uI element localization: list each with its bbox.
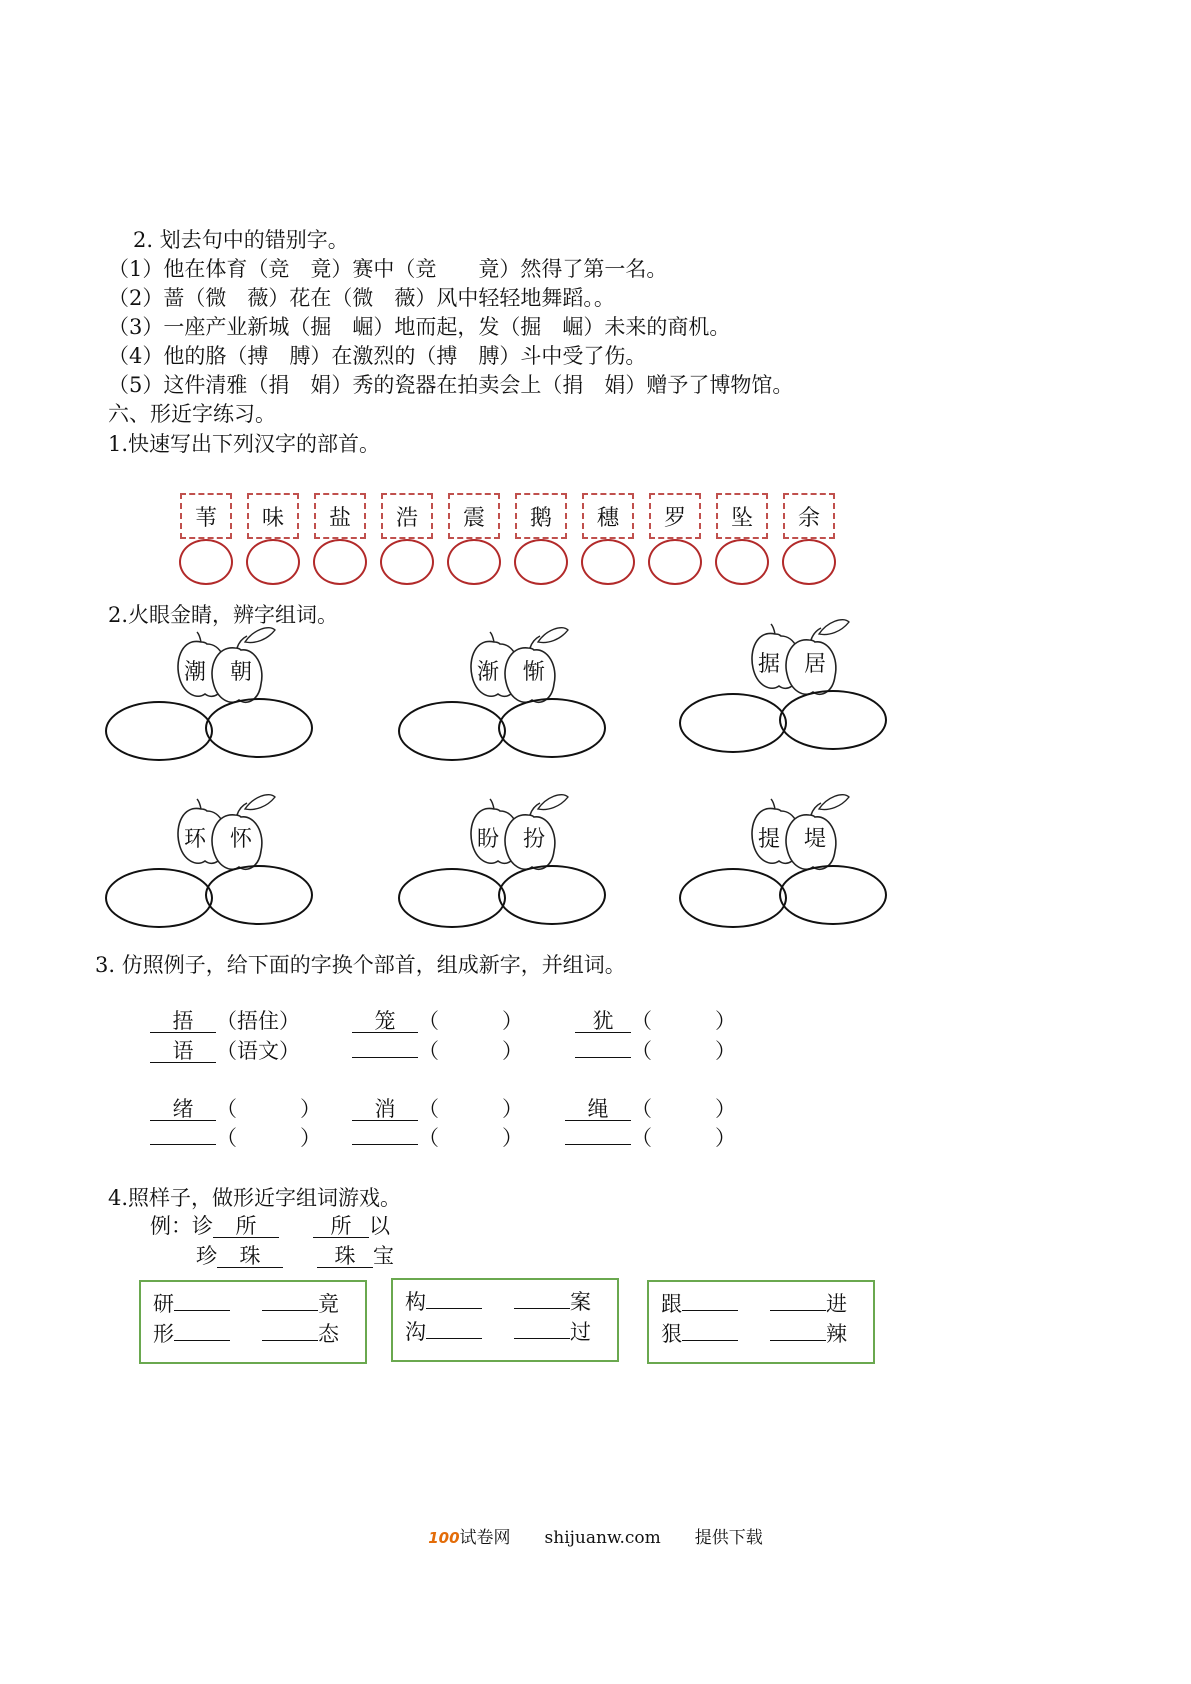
apple-char-b: 居	[803, 652, 826, 677]
q1-title: 1.快速写出下列汉字的部首。	[108, 432, 381, 456]
section-2-title: 2. 划去句中的错别字。	[133, 228, 349, 252]
word-answer-oval[interactable]	[205, 865, 313, 925]
q3-paren: （ ）	[418, 1039, 523, 1063]
q3-cell-5-bottom	[565, 1125, 736, 1151]
radical-char-box: 盐	[314, 493, 366, 539]
q3-cell-2-top	[575, 1008, 736, 1034]
q3-title: 3. 仿照例子，给下面的字换个部首，组成新字，并组词。	[95, 953, 626, 977]
q3-word-1: 笼	[352, 1010, 418, 1033]
q4-example-char: 珍	[196, 1244, 217, 1268]
q3-cell-1-bottom	[352, 1038, 523, 1064]
q3-word-3: 绪	[150, 1098, 216, 1121]
q4-blank[interactable]	[262, 1340, 318, 1341]
q3-blank[interactable]	[565, 1144, 631, 1145]
q4-blank[interactable]	[770, 1340, 826, 1341]
q4-example-suffix: 以	[369, 1214, 390, 1238]
q4-left-char: 研	[153, 1292, 174, 1316]
q3-cell-2-bottom	[575, 1038, 736, 1064]
apple-char-a: 提	[757, 827, 780, 852]
radical-answer-circle[interactable]	[581, 539, 635, 585]
radical-char-box: 坠	[716, 493, 768, 539]
radical-answer-circle[interactable]	[715, 539, 769, 585]
footer-suffix: 提供下载	[694, 1528, 763, 1548]
q3-example-word-1: 捂	[150, 1010, 216, 1033]
sentence-2: （2）蔷（微 薇）花在（微 薇）风中轻轻地舞蹈。。	[108, 286, 615, 310]
q4-example-row-2	[150, 1242, 394, 1270]
word-answer-oval[interactable]	[105, 701, 213, 761]
radical-char-box: 苇	[180, 493, 232, 539]
q3-example-row-1	[150, 1008, 300, 1034]
q4-row	[661, 1290, 847, 1318]
q4-example-suffix: 宝	[373, 1244, 394, 1268]
q3-paren: （ ）	[216, 1097, 321, 1121]
q4-example-char: 诊	[192, 1214, 213, 1238]
apple-char-a: 渐	[476, 660, 499, 685]
q4-example-fill: 所	[313, 1215, 369, 1238]
q3-cell-4-bottom	[352, 1125, 523, 1151]
q4-blank[interactable]	[174, 1310, 230, 1311]
radical-answer-circle[interactable]	[514, 539, 568, 585]
q4-left-char: 狠	[661, 1322, 682, 1346]
q4-left-char: 构	[405, 1290, 426, 1314]
apple-char-a: 据	[757, 652, 780, 677]
footer-domain[interactable]: shijuanw.com	[544, 1528, 661, 1548]
word-answer-oval[interactable]	[779, 865, 887, 925]
apple-char-b: 堤	[803, 827, 826, 852]
radical-answer-circle[interactable]	[313, 539, 367, 585]
q3-cell-3-bottom	[150, 1125, 321, 1151]
q3-blank[interactable]	[352, 1057, 418, 1058]
word-answer-oval[interactable]	[398, 701, 506, 761]
q3-paren: （ ）	[631, 1039, 736, 1063]
apple-char-a: 潮	[183, 660, 206, 685]
q3-paren: （ ）	[631, 1009, 736, 1033]
q4-right-char: 过	[570, 1320, 591, 1344]
q3-blank[interactable]	[150, 1144, 216, 1145]
q4-blank[interactable]	[262, 1310, 318, 1311]
q4-row	[661, 1320, 847, 1348]
q3-example-phrase-1: （捂住）	[216, 1009, 300, 1033]
q3-word-2: 犹	[575, 1010, 631, 1033]
radical-char-box: 余	[783, 493, 835, 539]
radical-answer-circle[interactable]	[648, 539, 702, 585]
radical-char-box: 穗	[582, 493, 634, 539]
footer	[0, 1523, 1191, 1548]
q4-blank[interactable]	[770, 1310, 826, 1311]
q3-word-4: 消	[352, 1098, 418, 1121]
q3-paren: （ ）	[631, 1097, 736, 1121]
sentence-5: （5）这件清雅（捐 娟）秀的瓷器在拍卖会上（捐 娟）赠予了博物馆。	[108, 373, 794, 397]
q3-blank[interactable]	[352, 1144, 418, 1145]
q4-example-label: 例：	[150, 1214, 192, 1238]
q4-right-char: 竟	[318, 1292, 339, 1316]
word-answer-oval[interactable]	[679, 693, 787, 753]
section-6-title: 六、形近字练习。	[108, 402, 276, 426]
q3-cell-3-top	[150, 1096, 321, 1122]
q3-paren: （ ）	[418, 1009, 523, 1033]
q4-row	[153, 1290, 339, 1318]
radical-answer-circle[interactable]	[179, 539, 233, 585]
q4-blank[interactable]	[514, 1338, 570, 1339]
q3-cell-1-top	[352, 1008, 523, 1034]
radical-char-box: 浩	[381, 493, 433, 539]
q3-blank[interactable]	[575, 1057, 631, 1058]
radical-char-box: 鹅	[515, 493, 567, 539]
q4-example-fill: 所	[213, 1215, 279, 1238]
q4-blank[interactable]	[682, 1310, 738, 1311]
word-answer-oval[interactable]	[679, 868, 787, 928]
apple-char-b: 朝	[229, 660, 252, 685]
footer-site-name: 试卷网	[459, 1528, 511, 1548]
q4-blank[interactable]	[426, 1308, 482, 1309]
apple-char-b: 扮	[522, 827, 545, 852]
q3-example-phrase-2: （语文）	[216, 1039, 300, 1063]
radical-char-box: 罗	[649, 493, 701, 539]
word-answer-oval[interactable]	[205, 698, 313, 758]
q2-title: 2.火眼金睛，辨字组词。	[108, 603, 339, 627]
q4-blank[interactable]	[174, 1340, 230, 1341]
apple-char-b: 怀	[229, 827, 252, 852]
q3-word-5: 绳	[565, 1098, 631, 1121]
q4-example-fill: 珠	[317, 1245, 373, 1268]
q3-paren: （ ）	[216, 1126, 321, 1150]
q4-blank[interactable]	[514, 1308, 570, 1309]
q4-example-fill: 珠	[217, 1245, 283, 1268]
q4-row	[405, 1318, 591, 1346]
word-answer-oval[interactable]	[498, 698, 606, 758]
q4-row	[405, 1288, 591, 1316]
q3-example-word-2: 语	[150, 1040, 216, 1063]
q4-right-char: 辣	[826, 1322, 847, 1346]
radical-answer-circle[interactable]	[782, 539, 836, 585]
apple-char-a: 盼	[476, 827, 499, 852]
q4-row	[153, 1320, 339, 1348]
q3-paren: （ ）	[418, 1097, 523, 1121]
q4-example-row-1	[150, 1212, 390, 1240]
q3-cell-5-top	[565, 1096, 736, 1122]
q4-blank[interactable]	[682, 1340, 738, 1341]
q4-blank[interactable]	[426, 1338, 482, 1339]
q4-right-char: 案	[570, 1290, 591, 1314]
apple-char-b: 惭	[522, 660, 545, 685]
q3-paren: （ ）	[631, 1126, 736, 1150]
q3-cell-4-top	[352, 1096, 523, 1122]
q3-paren: （ ）	[418, 1126, 523, 1150]
radical-answer-circle[interactable]	[380, 539, 434, 585]
radical-char-box: 味	[247, 493, 299, 539]
word-answer-oval[interactable]	[398, 868, 506, 928]
sentence-3: （3）一座产业新城（掘 崛）地而起，发（掘 崛）未来的商机。	[108, 315, 731, 339]
q4-title: 4.照样子，做形近字组词游戏。	[108, 1186, 402, 1210]
q4-left-char: 形	[153, 1322, 174, 1346]
word-answer-oval[interactable]	[498, 865, 606, 925]
q4-left-char: 跟	[661, 1292, 682, 1316]
word-answer-oval[interactable]	[105, 868, 213, 928]
q4-left-char: 沟	[405, 1320, 426, 1344]
radical-answer-circle[interactable]	[447, 539, 501, 585]
sentence-1: （1）他在体育（竞 竟）赛中（竞 竟）然得了第一名。	[108, 257, 668, 281]
word-answer-oval[interactable]	[779, 690, 887, 750]
footer-logo: 100	[428, 1529, 460, 1547]
sentence-4: （4）他的胳（搏 膊）在激烈的（搏 膊）斗中受了伤。	[108, 344, 647, 368]
apple-char-a: 环	[183, 827, 206, 852]
q4-right-char: 进	[826, 1292, 847, 1316]
q3-example-row-2	[150, 1038, 300, 1064]
q4-right-char: 态	[318, 1322, 339, 1346]
radical-answer-circle[interactable]	[246, 539, 300, 585]
radical-char-box: 震	[448, 493, 500, 539]
